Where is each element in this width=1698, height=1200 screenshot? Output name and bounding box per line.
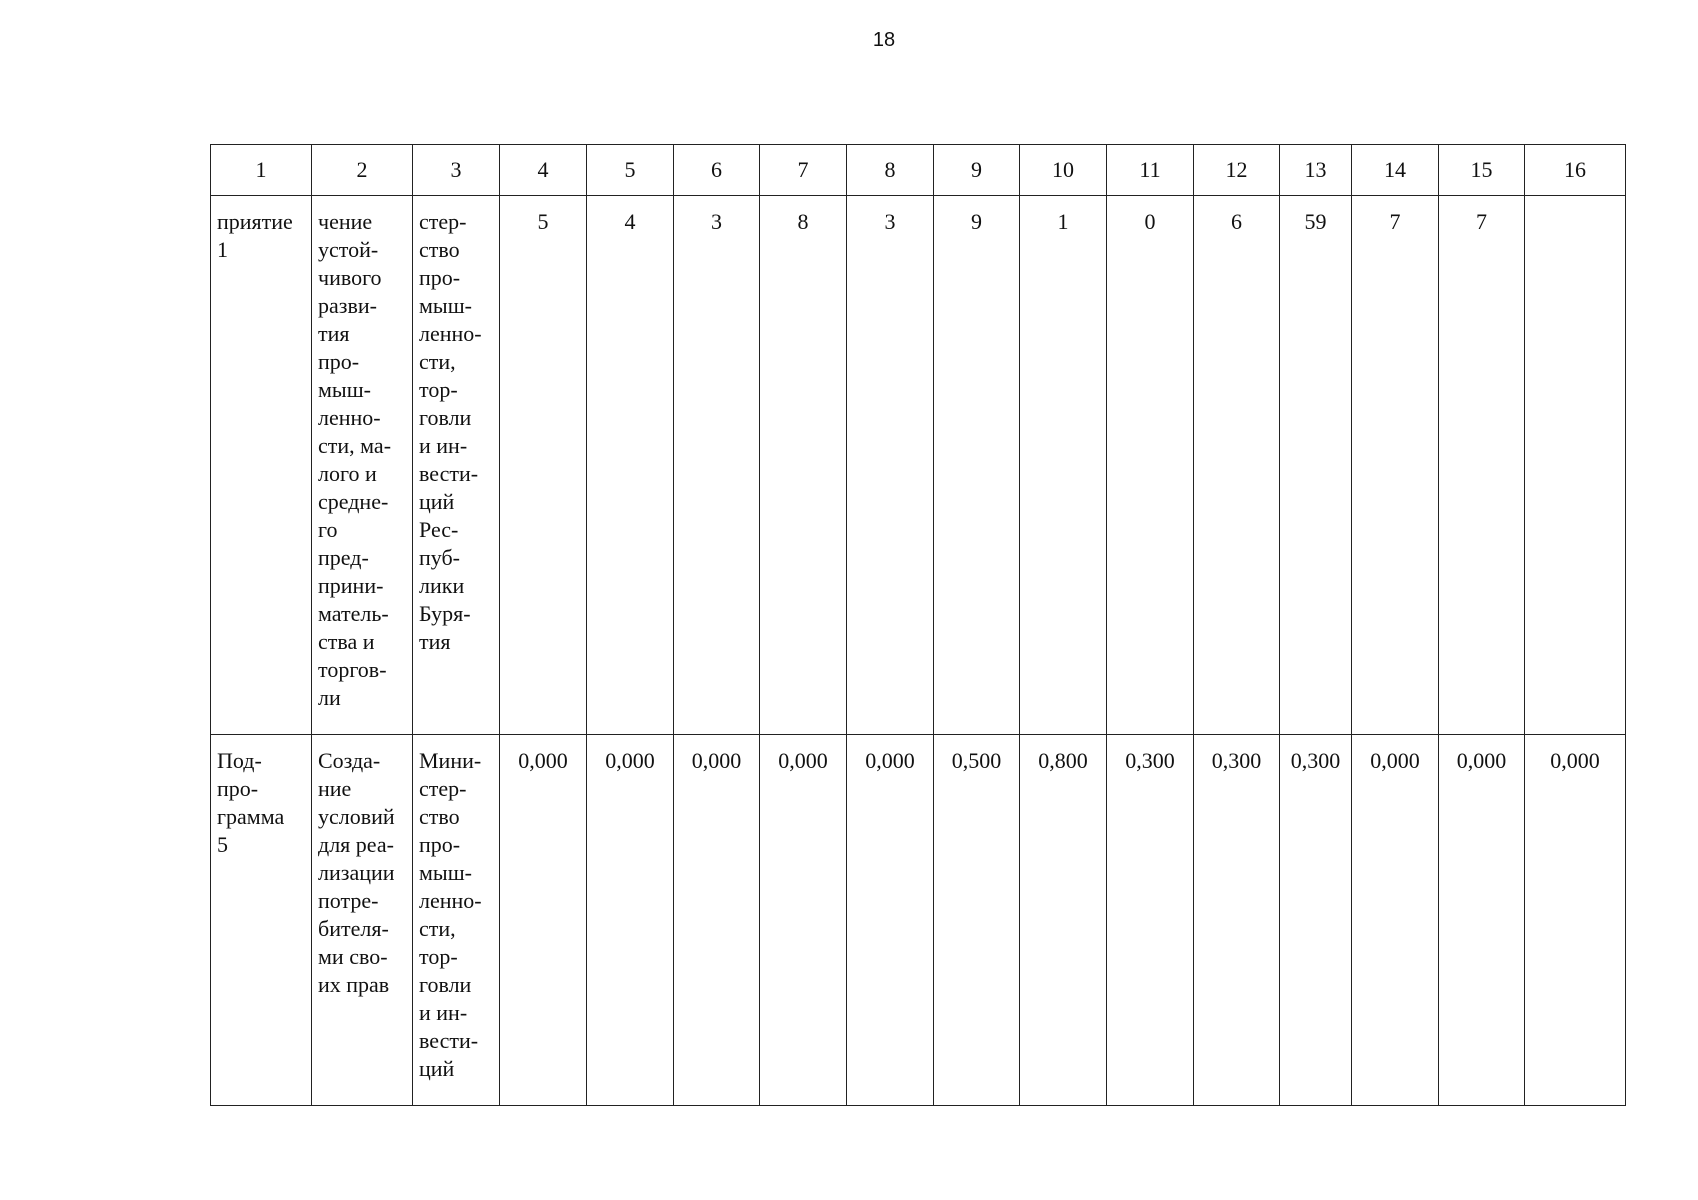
cell-line: Созда- (318, 748, 381, 773)
cell-line: ленно- (318, 405, 381, 430)
cell-line: вести- (419, 1028, 479, 1053)
value-cell: 7 (1352, 196, 1439, 735)
value-cell: 4 (587, 196, 674, 735)
cell-line: сти, (419, 916, 456, 941)
cell-line: ций (419, 489, 455, 514)
cell-line: условий (318, 804, 395, 829)
column-header: 9 (934, 145, 1020, 196)
column-header: 11 (1107, 145, 1194, 196)
cell-line: их прав (318, 972, 390, 997)
cell-line: про- (217, 776, 259, 801)
cell-line: мыш- (419, 293, 472, 318)
cell-line: тия (318, 321, 350, 346)
value-cell: 0,800 (1020, 735, 1107, 1106)
cell-line: 5 (217, 832, 228, 857)
value-cell: 3 (674, 196, 760, 735)
value-cell: 0,300 (1107, 735, 1194, 1106)
column-header: 14 (1352, 145, 1439, 196)
cell-line: ленно- (419, 321, 482, 346)
column-header: 4 (500, 145, 587, 196)
column-header: 6 (674, 145, 760, 196)
cell-line: Под- (217, 748, 262, 773)
value-cell (1525, 196, 1626, 735)
cell-line: ми сво- (318, 944, 388, 969)
value-cell: 0,300 (1280, 735, 1352, 1106)
cell-line: ние (318, 776, 352, 801)
cell-line: стер- (419, 776, 467, 801)
table-row (211, 196, 1626, 735)
description-cell (312, 196, 413, 735)
cell-line: матель- (318, 601, 389, 626)
value-cell: 8 (760, 196, 847, 735)
cell-line: ства и (318, 629, 375, 654)
cell-line: лизации (318, 860, 395, 885)
cell-line: Рес- (419, 517, 459, 542)
cell-line: ций (419, 1056, 455, 1081)
cell-line: разви- (318, 293, 377, 318)
column-header: 3 (413, 145, 500, 196)
value-cell: 0,000 (587, 735, 674, 1106)
value-cell: 7 (1439, 196, 1525, 735)
column-header: 15 (1439, 145, 1525, 196)
cell-line: мыш- (419, 860, 472, 885)
description-cell (312, 735, 413, 1106)
cell-line: прини- (318, 573, 384, 598)
cell-line: и ин- (419, 1000, 468, 1025)
column-header: 2 (312, 145, 413, 196)
cell-line: про- (419, 832, 461, 857)
value-cell: 0,300 (1194, 735, 1280, 1106)
column-header: 12 (1194, 145, 1280, 196)
column-header: 1 (211, 145, 312, 196)
cell-line: торгов- (318, 657, 387, 682)
cell-line: тия (419, 629, 451, 654)
value-cell: 0,000 (1439, 735, 1525, 1106)
cell-line: пред- (318, 545, 369, 570)
cell-line: чение (318, 209, 373, 234)
cell-line: сти, (419, 349, 456, 374)
cell-line: про- (419, 265, 461, 290)
table-header-row (211, 145, 1626, 196)
value-cell: 5 (500, 196, 587, 735)
cell-line: и ин- (419, 433, 468, 458)
value-cell: 0,000 (1525, 735, 1626, 1106)
cell-line: тор- (419, 944, 458, 969)
value-cell: 6 (1194, 196, 1280, 735)
event-cell (211, 196, 312, 735)
cell-line: ство (419, 237, 460, 262)
cell-line: вести- (419, 461, 479, 486)
value-cell: 3 (847, 196, 934, 735)
cell-line: тор- (419, 377, 458, 402)
value-cell: 0,500 (934, 735, 1020, 1106)
cell-line: про- (318, 349, 360, 374)
value-cell: 1 (1020, 196, 1107, 735)
value-cell: 9 (934, 196, 1020, 735)
cell-line: лики (419, 573, 465, 598)
cell-line: говли (419, 972, 472, 997)
cell-line: лого и (318, 461, 377, 486)
cell-line: потре- (318, 888, 379, 913)
value-cell: 0,000 (760, 735, 847, 1106)
cell-line: средне- (318, 489, 389, 514)
value-cell: 0,000 (847, 735, 934, 1106)
cell-line: бителя- (318, 916, 389, 941)
cell-line: грамма (217, 804, 285, 829)
column-header: 7 (760, 145, 847, 196)
page-number: 18 (872, 29, 896, 51)
budget-table (210, 144, 1626, 1106)
cell-line: ство (419, 804, 460, 829)
column-header: 13 (1280, 145, 1352, 196)
cell-line: Мини- (419, 748, 482, 773)
value-cell: 0 (1107, 196, 1194, 735)
cell-line: для реа- (318, 832, 394, 857)
column-header: 16 (1525, 145, 1626, 196)
event-cell (211, 735, 312, 1106)
value-cell: 0,000 (500, 735, 587, 1106)
cell-line: мыш- (318, 377, 371, 402)
cell-line: устой- (318, 237, 379, 262)
column-header: 10 (1020, 145, 1107, 196)
responsible-cell (413, 196, 500, 735)
value-cell: 59 (1280, 196, 1352, 735)
cell-line: чивого (318, 265, 382, 290)
cell-line: ленно- (419, 888, 482, 913)
responsible-cell (413, 735, 500, 1106)
cell-line: го (318, 517, 338, 542)
column-header: 8 (847, 145, 934, 196)
cell-line: Буря- (419, 601, 471, 626)
cell-line: говли (419, 405, 472, 430)
cell-line: стер- (419, 209, 467, 234)
cell-line: пуб- (419, 545, 461, 570)
table-row (211, 735, 1626, 1106)
cell-line: сти, ма- (318, 433, 392, 458)
value-cell: 0,000 (1352, 735, 1439, 1106)
cell-line: 1 (217, 237, 228, 262)
cell-line: ли (318, 685, 341, 710)
cell-line: приятие (217, 209, 293, 234)
value-cell: 0,000 (674, 735, 760, 1106)
column-header: 5 (587, 145, 674, 196)
